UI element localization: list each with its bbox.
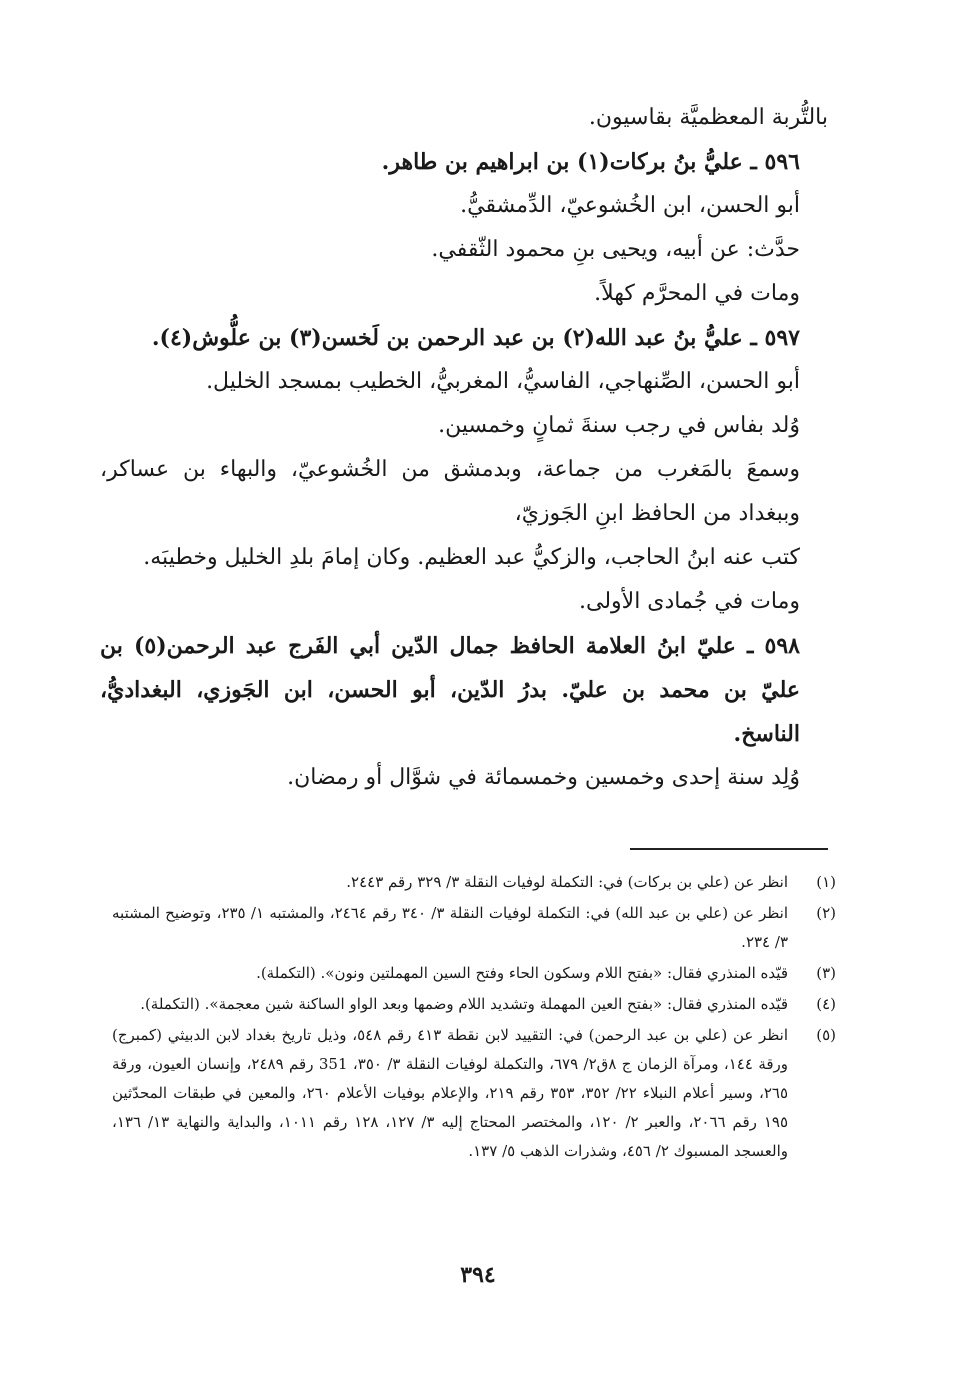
main-text [100,96,828,800]
footnote-number: (٣) [816,964,836,982]
footnote-2 [112,899,836,957]
footnote-number: (٤) [816,995,836,1013]
entry-heading-598: ٥٩٨ ـ عليّ ابنُ العلامة الحافظ جمال الدّين أبي الفَرج عبد الرحمن(٥) بن عليّ بن محمد بن عليّ. بدرُ الدّين، أبو الحسن، ابن الجَوزي، البغداديُّ، الناسخ. [100,633,800,747]
footnote-divider [630,848,828,850]
entry-597-birth: وُلد بفاس في رجب سنةَ ثمانٍ وخمسين. [438,413,800,438]
footnote-text: انظر عن (علي بن عبد الله) في: التكملة لوفيات النقلة ٣/ ٣٤٠ رقم ٢٤٦٤، والمشتبه ١/ ٢٣٥، وتوضيح المشتبه ٣/ ٢٣٤. [112,904,788,951]
entry-heading-596: ٥٩٦ ـ عليُّ بنُ بركات(١) بن ابراهيم بن طاهر. [381,149,800,175]
footnote-1 [112,868,836,897]
footnote-number: (١) [816,873,836,891]
entry-598-birth: وُلِد سنة إحدى وخمسين وخمسمائة في شوَّال أو رمضان. [287,765,800,790]
footnote-4 [112,990,836,1019]
text-line-continuation: بالتُّربة المعظميَّة بقاسيون. [588,105,828,130]
entry-heading-597: ٥٩٧ ـ عليُّ بنُ عبد الله(٢) بن عبد الرحمن بن لَخسن(٣) بن علُّوش(٤). [151,325,800,351]
entry-597-death: ومات في جُمادى الأولى. [578,589,800,614]
footnotes [112,868,836,1168]
entry-596-narrated: حدَّث: عن أبيه، ويحيى بنِ محمود الثّقفي. [431,237,800,262]
entry-597-students: كتب عنه ابنُ الحاجب، والزكيُّ عبد العظيم. وكان إمامَ بلدِ الخليل وخطيبَه. [143,545,800,570]
page-number: ٣٩٤ [460,1262,496,1288]
footnote-text: قيّده المنذري فقال: «بفتح العين المهملة وتشديد اللام وضمها وبعد الواو الساكنة شين معجمة». (التكملة). [140,995,788,1013]
footnote-text: انظر عن (علي بن بركات) في: التكملة لوفيات النقلة ٣/ ٣٢٩ رقم ٢٤٤٣. [346,873,788,891]
entry-597-teachers: وسمعَ بالمَغرب من جماعة، وبدمشق من الخُشوعيّ، والبهاء بن عساكر، وببغداد من الحافظ ابنِ الجَوزيّ، [100,457,800,526]
entry-596-kunya: أبو الحسن، ابن الخُشوعيّ، الدِّمشقيُّ. [460,193,800,218]
footnote-text: قيّده المنذري فقال: «بفتح اللام وسكون الحاء وفتح السين المهملتين ونون». (التكملة). [256,964,788,982]
footnote-text: انظر عن (علي بن عبد الرحمن) في: التقييد لابن نقطة ٤١٣ رقم ٥٤٨، وذيل تاريخ بغداد لابن الدبيثي (كمبرج) ورقة ١٤٤، ومرآة الزمان ج ٨ق٢/ ٦٧٩، والتكملة لوفيات النقلة ٣/ ٣٥٠، 351 رقم ٢٤٨٩، وإنسان العيون، ورقة ٢٦٥، وسير أعلام النبلاء ٢٢/ ٣٥٢، ٣٥٣ رقم ٢١٩، والإعلام بوفيات الأعلام ٢٦٠، والمعين في طبقات المحدّثين ١٩٥ رقم ٢٠٦٦، والعبر ٢/ ١٢٠، والمختصر المحتاج إليه ٣/ ١٢٧، ١٢٨ رقم ١٠١١، والبداية والنهاية ١٣/ ١٣٦، والعسجد المسبوك ٢/ ٤٥٦، وشذرات الذهب ٥/ ١٣٧. [112,1026,789,1160]
footnote-number: (٥) [816,1026,836,1044]
footnote-5 [112,1021,836,1166]
entry-596-death: ومات في المحرَّم كهلاً. [594,281,800,306]
entry-597-kunya: أبو الحسن، الصِّنهاجي، الفاسيُّ، المغربيُّ، الخطيب بمسجد الخليل. [206,369,800,394]
footnote-number: (٢) [816,904,836,922]
footnote-3 [112,959,836,988]
